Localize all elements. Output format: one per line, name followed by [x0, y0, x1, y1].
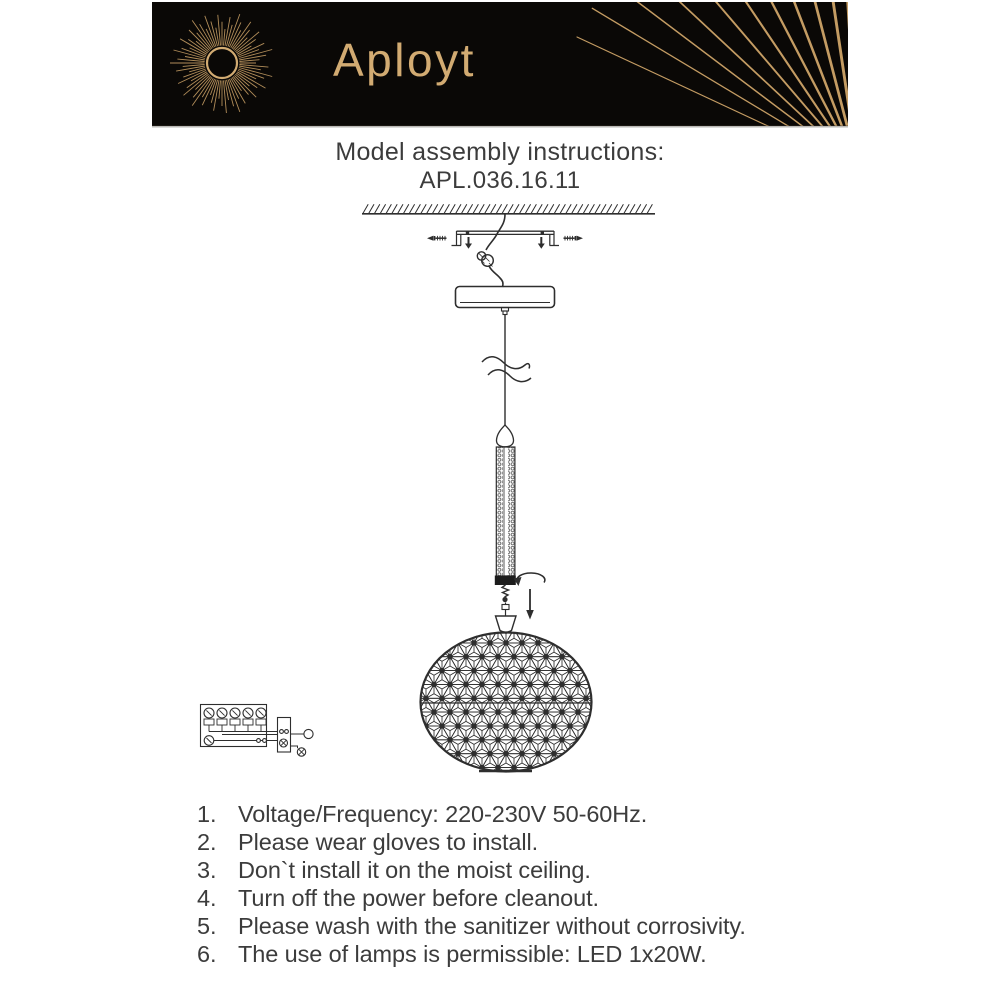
cable-break-symbol	[482, 357, 530, 369]
list-item	[197, 884, 877, 912]
faceted-sphere-shade	[402, 627, 642, 784]
item-text: The use of lamps is permissible: LED 1x20W.	[238, 941, 707, 967]
heading	[150, 137, 850, 195]
item-number: 6.	[197, 941, 217, 967]
rotation-arrow-icon	[514, 573, 545, 586]
item-text: Voltage/Frequency: 220-230V 50-60Hz.	[238, 801, 648, 827]
shade-holder	[496, 616, 517, 632]
ceiling	[362, 204, 655, 214]
list-item	[197, 940, 877, 968]
model-code: APL.036.16.11	[419, 167, 581, 194]
instruction-list	[197, 800, 877, 968]
item-number: 1.	[197, 801, 217, 827]
page-title: Model assembly instructions:	[335, 138, 665, 166]
hold-down-arrows-icon	[465, 237, 545, 249]
terminal-screws	[204, 708, 266, 725]
canopy	[456, 287, 555, 315]
brand-logo-text: Aployt	[333, 34, 476, 86]
item-text: Turn off the power before cleanout.	[238, 885, 599, 911]
item-number: 5.	[197, 913, 217, 939]
item-text: Please wash with the sanitizer without corrosivity.	[238, 913, 746, 939]
item-text: Don`t install it on the moist ceiling.	[238, 857, 591, 883]
side-screw-right-icon	[564, 236, 584, 241]
down-arrow-icon	[526, 589, 534, 620]
list-item	[197, 828, 877, 856]
threaded-coupler	[502, 585, 509, 616]
item-number: 3.	[197, 857, 217, 883]
banner-shadow	[152, 125, 848, 128]
item-number: 4.	[197, 885, 217, 911]
wire-twist-connector	[477, 214, 505, 287]
assembly-diagram	[201, 204, 656, 783]
cone-grip	[496, 425, 513, 447]
terminal-block-wiring-diagram	[201, 705, 314, 757]
item-number: 2.	[197, 829, 217, 855]
suspension-cable	[482, 315, 531, 426]
item-text: Please wear gloves to install.	[238, 829, 539, 855]
banner-background	[152, 2, 848, 126]
list-item	[197, 856, 877, 884]
side-screw-left-icon	[427, 236, 447, 241]
list-item	[197, 800, 877, 828]
crystal-rod	[495, 447, 516, 585]
list-item	[197, 912, 877, 940]
